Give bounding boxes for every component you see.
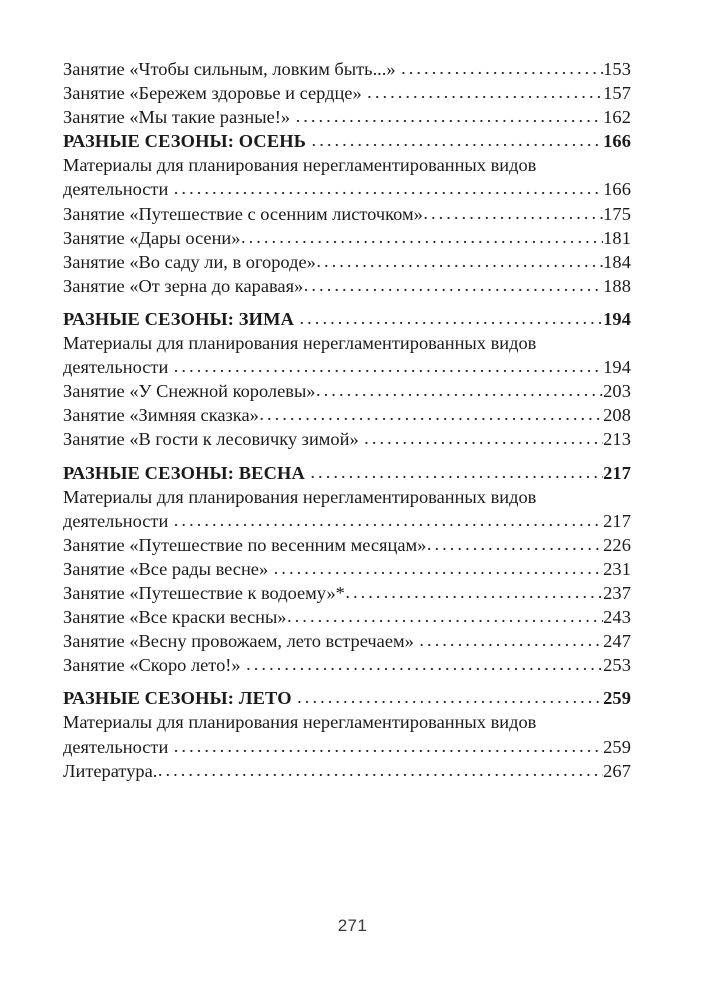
toc-entry-label: Материалы для планирования нерегламентированных видов [63, 712, 537, 733]
toc-page-number: 253 [603, 655, 631, 676]
toc-page-number: 226 [603, 534, 631, 555]
toc-entry-continuation [63, 153, 631, 177]
toc-entry-continuation [63, 710, 631, 734]
toc-entry-label: деятельности [63, 357, 169, 378]
toc-entry-label: Материалы для планирования нерегламентированных видов [63, 333, 537, 354]
toc-page-number: 194 [603, 357, 631, 378]
toc-entry [63, 226, 631, 250]
toc-entry [63, 557, 631, 581]
toc-entry-label: Занятие «От зерна до каравая» [63, 275, 304, 296]
toc-entry [63, 403, 631, 427]
toc-page-number: 208 [603, 405, 631, 426]
toc-leader-dots [246, 652, 602, 676]
toc-page-number: 217 [603, 510, 631, 531]
toc-entry-label: Материалы для планирования нерегламентированных видов [63, 486, 537, 507]
toc-entry-continuation [63, 485, 631, 509]
toc-entry-label: деятельности [63, 736, 169, 757]
toc-entry-label: Занятие «Скоро лето!» [63, 655, 241, 676]
toc-leader-dots [287, 604, 603, 628]
toc-entry-label: Занятие «Все краски весны» [63, 607, 287, 628]
toc-page-number: 181 [603, 227, 631, 248]
toc-leader-dots [174, 508, 603, 532]
toc-page-number: 237 [603, 582, 631, 603]
toc-page-number: 203 [603, 381, 631, 402]
toc-entry-label: Занятие «Все рады весне» [63, 558, 269, 579]
toc-entry-label: Занятие «Мы такие разные!» [63, 107, 291, 128]
toc-entry-label: Занятие «Весну провожаем, лето встречаем» [63, 631, 414, 652]
toc-leader-dots [297, 685, 602, 709]
toc-section-heading [63, 129, 631, 153]
toc-entry-label: Занятие «Зимняя сказка» [63, 405, 259, 426]
toc-entry [63, 355, 631, 379]
toc-entry [63, 202, 631, 226]
toc-page-number: 213 [603, 429, 631, 450]
toc-leader-dots [259, 402, 602, 426]
toc-leader-dots [296, 104, 603, 128]
toc-page-number: 157 [603, 83, 631, 104]
toc-entry [63, 105, 631, 129]
toc-page-number: 166 [603, 179, 631, 200]
toc-entry [63, 57, 631, 81]
toc-list [63, 57, 631, 783]
toc-entry [63, 605, 631, 629]
toc-leader-dots [158, 758, 603, 782]
toc-entry-label: Занятие «Во саду ли, в огороде» [63, 251, 316, 272]
toc-leader-dots [364, 426, 602, 450]
toc-entry [63, 81, 631, 105]
toc-leader-dots [419, 628, 602, 652]
toc-entry [63, 653, 631, 677]
toc-entry [63, 427, 631, 451]
toc-entry [63, 629, 631, 653]
toc-page-number: 267 [603, 760, 631, 781]
toc-section-label: РАЗНЫЕ СЕЗОНЫ: ЛЕТО [63, 688, 292, 709]
toc-page-number: 188 [603, 275, 631, 296]
toc-leader-dots [310, 460, 602, 484]
toc-page-number: 259 [603, 688, 631, 709]
toc-entry [63, 581, 631, 605]
toc-entry-label: Занятие «Чтобы сильным, ловким быть...» [63, 59, 396, 79]
toc-leader-dots [316, 249, 602, 273]
toc-leader-dots [316, 378, 603, 402]
toc-leader-dots [367, 80, 602, 104]
toc-entry-label: Литература. [63, 760, 158, 781]
toc-entry-label: Занятие «Дары осени» [63, 227, 241, 248]
toc-entry [63, 759, 631, 783]
toc-entry-label: Занятие «Бережем здоровье и сердце» [63, 83, 362, 104]
toc-page-number: 194 [603, 308, 631, 329]
toc-leader-dots [401, 56, 603, 80]
toc-page-number: 231 [603, 558, 631, 579]
toc-section-heading [63, 461, 631, 485]
toc-entry-label: Занятие «Путешествие к водоему»* [63, 582, 345, 603]
toc-section-label: РАЗНЫЕ СЕЗОНЫ: ВЕСНА [63, 462, 305, 483]
toc-leader-dots [300, 306, 603, 330]
toc-leader-dots [274, 556, 603, 580]
toc-page-number: 166 [603, 131, 631, 152]
toc-page-number: 153 [603, 59, 631, 79]
toc-page-number: 175 [603, 203, 631, 224]
toc-page-number: 162 [603, 107, 631, 128]
toc-entry-label: деятельности [63, 510, 169, 531]
toc-leader-dots [423, 201, 602, 225]
toc-entry-label: Занятие «У Снежной королевы» [63, 381, 316, 402]
toc-entry-continuation [63, 331, 631, 355]
toc-leader-dots [312, 128, 603, 152]
toc-leader-dots [427, 532, 603, 556]
toc-leader-dots [174, 734, 603, 758]
toc-section-label: РАЗНЫЕ СЕЗОНЫ: ЗИМА [63, 308, 295, 329]
toc-page-number: 243 [603, 607, 631, 628]
toc-section-label: РАЗНЫЕ СЕЗОНЫ: ОСЕНЬ [63, 131, 307, 152]
toc-entry [63, 509, 631, 533]
toc-entry-label: Занятие «Путешествие с осенним листочком» [63, 203, 423, 224]
toc-leader-dots [241, 225, 603, 249]
toc-leader-dots [345, 580, 602, 604]
toc-entry [63, 177, 631, 201]
toc-entry [63, 533, 631, 557]
toc-entry-label: Занятие «Путешествие по весенним месяцам» [63, 534, 427, 555]
toc-section-heading [63, 307, 631, 331]
toc-page-number: 184 [603, 251, 631, 272]
toc-entry [63, 274, 631, 298]
toc-entry [63, 735, 631, 759]
toc-entry-label: Материалы для планирования нерегламентированных видов [63, 155, 537, 176]
page-folio: 271 [337, 916, 368, 935]
toc-entry [63, 250, 631, 274]
toc-page-number: 259 [603, 736, 631, 757]
toc-leader-dots [174, 176, 603, 200]
toc-page-number: 247 [603, 631, 631, 652]
toc-entry [63, 379, 631, 403]
toc-leader-dots [174, 354, 603, 378]
toc-page-number: 217 [603, 462, 631, 483]
toc-section-heading [63, 686, 631, 710]
toc-entry-label: деятельности [63, 179, 169, 200]
toc-entry-label: Занятие «В гости к лесовичку зимой» [63, 429, 359, 450]
toc-leader-dots [304, 273, 603, 297]
